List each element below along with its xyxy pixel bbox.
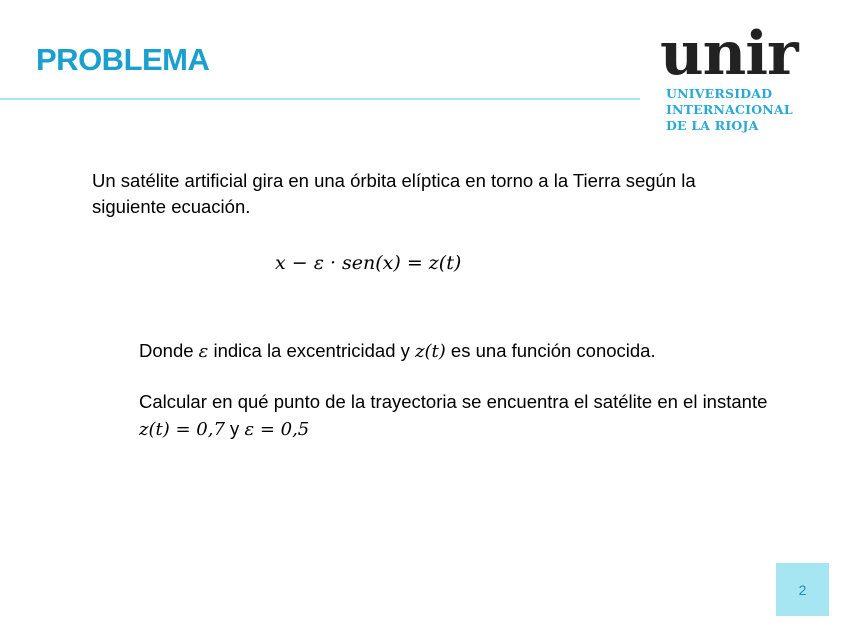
logo-line-2: INTERNACIONAL [666,102,793,117]
p3-text-1: Calcular en qué punto de la trayectoria se encuentra el satélite en el instante [139,391,768,412]
task-paragraph [139,388,779,443]
p3-text-2: y [224,418,245,439]
logo-line-3: DE LA RIOJA [666,118,759,133]
z-value: z(t) = 0,7 [139,419,225,440]
kepler-equation: x − ε · sen(x) = z(t) [275,252,462,274]
page-number: 2 [798,581,807,598]
epsilon-value: ε = 0,5 [244,419,310,440]
p2-text-3: es una función conocida. [445,340,656,361]
p2-text-1: Donde [139,340,199,361]
unir-logo [660,19,830,138]
title-divider [0,98,640,100]
z-function: z(t) [415,341,446,362]
logo-line-1: UNIVERSIDAD [666,86,773,101]
logo-subtitle [666,86,793,134]
problem-intro: Un satélite artificial gira en una órbita elíptica en torno a la Tierra según la siguiente ecuación. [92,170,696,217]
page-number-box [776,563,829,616]
epsilon-symbol: ε [198,341,209,362]
logo-wordmark: unir [660,19,798,89]
slide-title: PROBLEMA [36,42,210,77]
p2-text-2: indica la excentricidad y [208,340,416,361]
definition-paragraph [139,338,779,365]
